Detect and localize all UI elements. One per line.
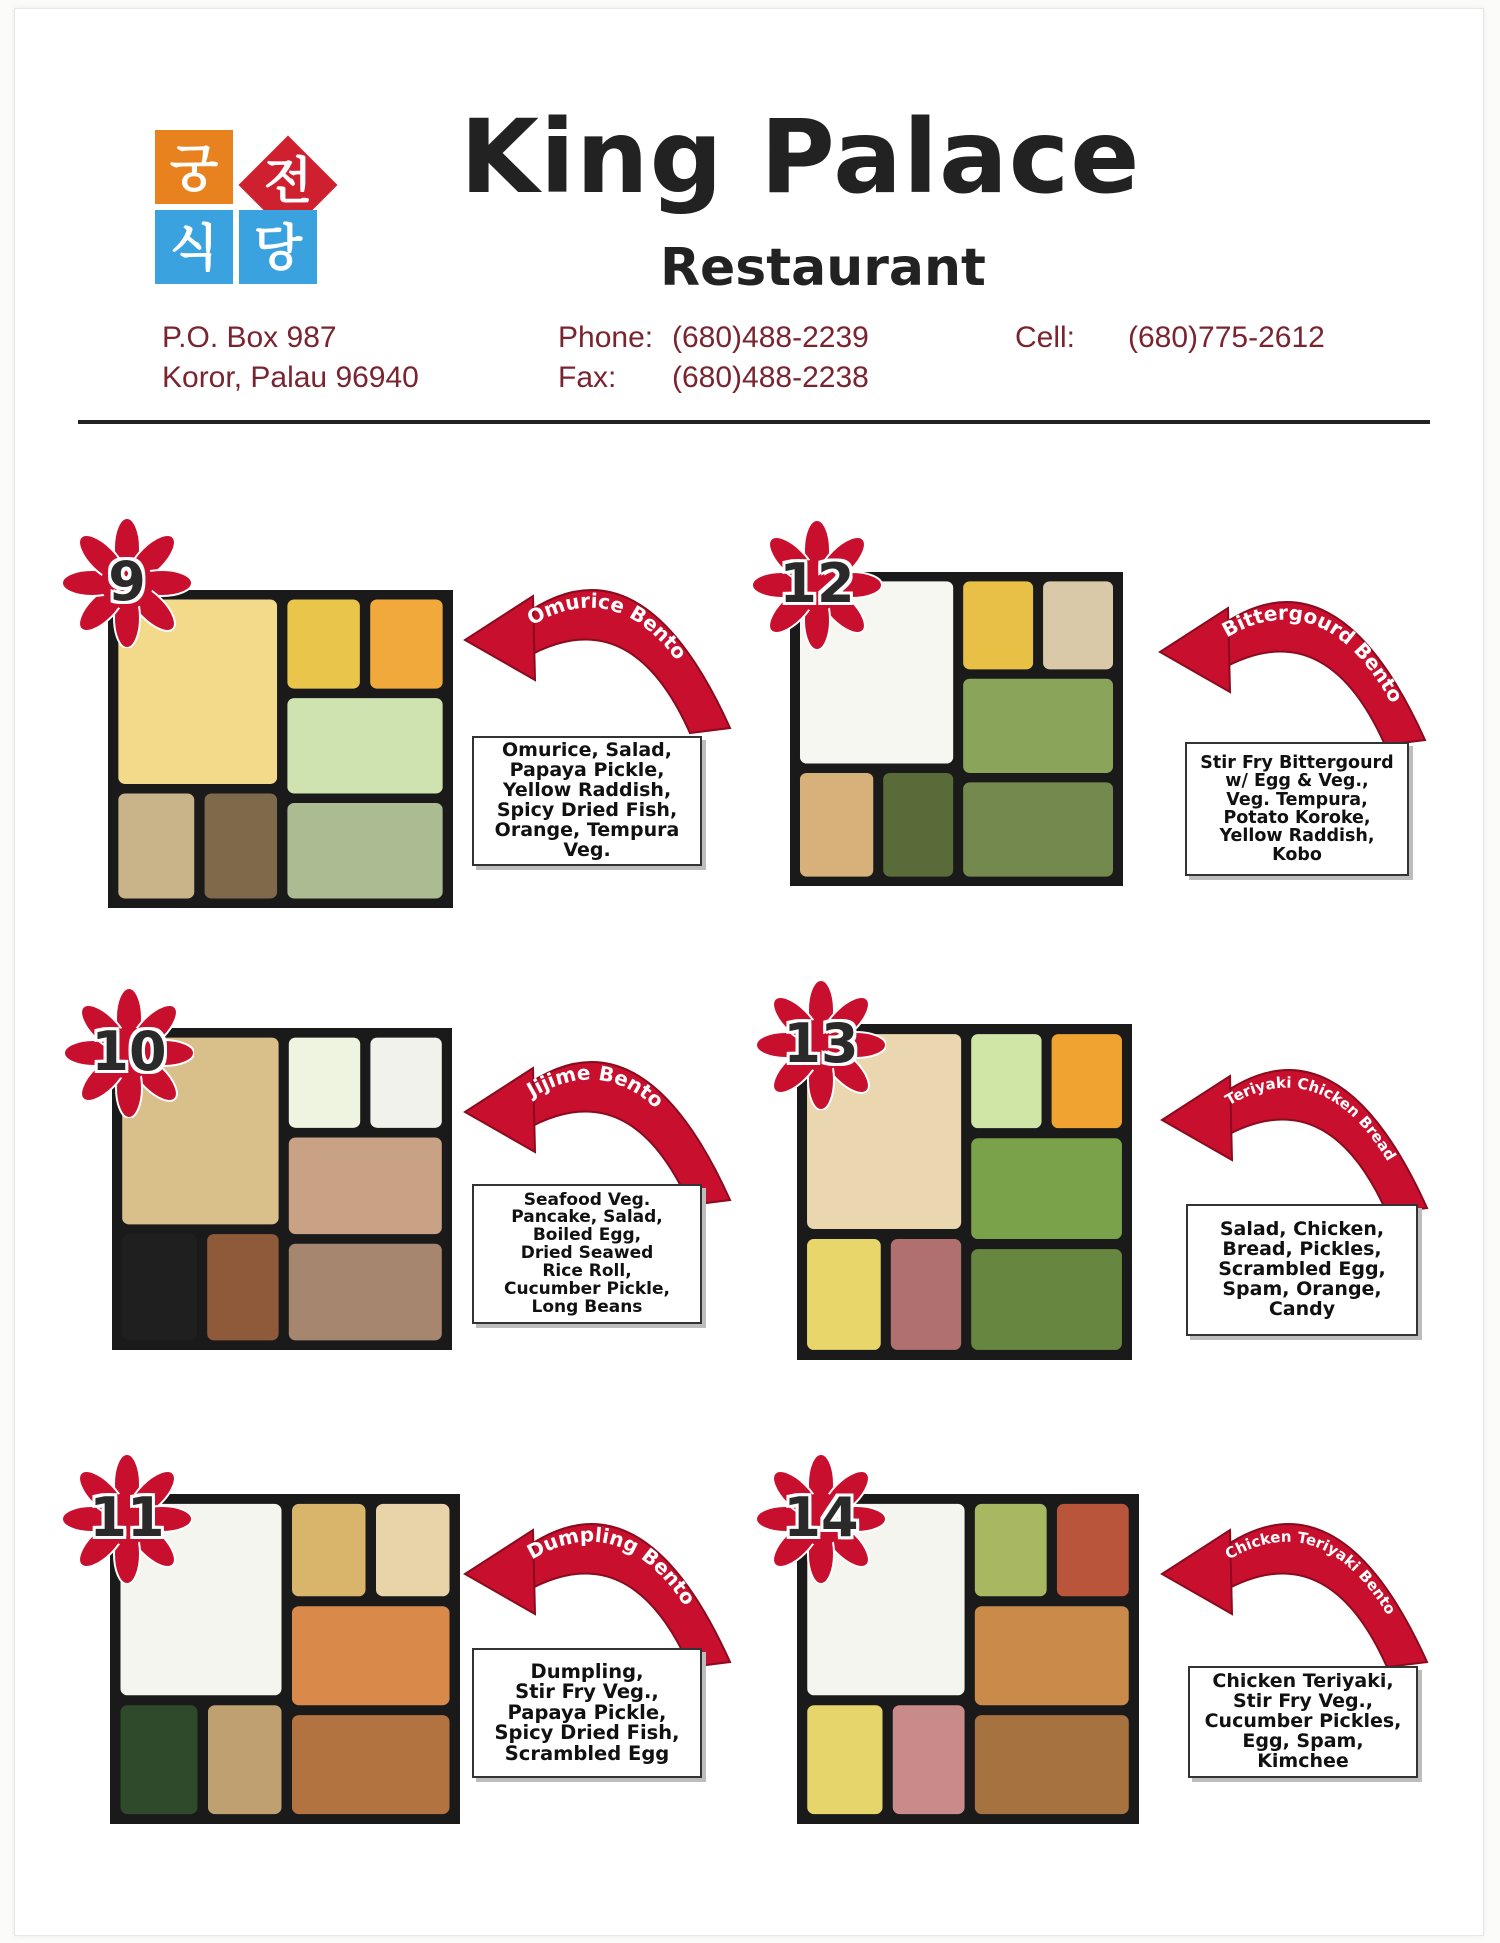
address-line-2: Koror, Palau 96940 (162, 361, 419, 394)
bento-name: Bittergourd Bento (1217, 600, 1409, 707)
description-line: Cucumber Pickle, (504, 1278, 670, 1299)
logo-char-3: 식 (169, 219, 219, 277)
description-line: Kobo (1272, 844, 1322, 865)
address-block (162, 318, 419, 398)
description-line: Yellow Raddish, (502, 779, 672, 802)
description-line: Chicken Teriyaki, (1212, 1670, 1394, 1693)
description-line: Potato Koroke, (1223, 808, 1371, 828)
description-line: Orange, Tempura Veg. (494, 818, 680, 861)
description-line: Yellow Raddish, (1219, 826, 1375, 847)
phone-labels (558, 318, 653, 398)
bento-name: Dumpling Bento (522, 1522, 701, 1610)
bento-number: 9 (108, 550, 146, 613)
cell-number: (680)775-2612 (1128, 321, 1325, 354)
description-line: Salad, Chicken, (1219, 1218, 1385, 1241)
bento-description (472, 1184, 702, 1324)
phone-label: Phone: (558, 321, 654, 354)
description-line: Bread, Pickles, (1222, 1238, 1382, 1261)
description-line: Egg, Spam, Kimchee (1242, 1729, 1364, 1772)
description-line: Stir Fry Bittergourd (1200, 752, 1394, 773)
bento-description (1186, 1204, 1418, 1336)
flower-number-badge (752, 520, 882, 650)
bento-name: Omurice Bento (522, 588, 692, 664)
description-line: Stir Fry Veg., (1233, 1690, 1373, 1713)
description-line: Spam, Orange, (1222, 1277, 1382, 1300)
restaurant-subtitle: Restaurant (660, 238, 986, 298)
description-line: Scrambled Egg (504, 1741, 670, 1765)
logo-char-1: 궁 (169, 140, 219, 198)
logo-char-2: 전 (263, 152, 313, 210)
bento-name: Teriyaki Chicken Bread (1221, 1073, 1400, 1164)
bento-description (472, 1648, 702, 1778)
description-line: Seafood Veg. (523, 1189, 651, 1210)
bento-description (472, 736, 702, 866)
curved-arrow-icon (1162, 1048, 1432, 1228)
description-line: Papaya Pickle, (509, 759, 665, 782)
curved-arrow-icon (465, 568, 735, 748)
description-line: Boiled Egg, (532, 1225, 642, 1246)
description-line: Papaya Pickle, (507, 1700, 667, 1724)
restaurant-title: King Palace (460, 98, 1141, 217)
description-line: Dumpling, (530, 1659, 644, 1683)
bento-number: 12 (779, 552, 855, 615)
bento-name: Chicken Teriyaki Bento (1222, 1527, 1400, 1618)
bento-number: 13 (783, 1012, 859, 1075)
description-line: Cucumber Pickles, (1204, 1710, 1402, 1733)
header-divider (78, 420, 1430, 424)
description-line: Pancake, Salad, (511, 1207, 663, 1228)
description-line: w/ Egg & Veg., (1225, 771, 1369, 792)
description-line: Spicy Dried Fish, (496, 799, 678, 821)
curved-arrow-icon (1160, 580, 1430, 760)
flower-number-badge (62, 1454, 192, 1584)
bento-description (1185, 742, 1409, 876)
curved-arrow-icon (1162, 1502, 1432, 1682)
bento-number: 14 (783, 1486, 859, 1549)
description-line: Candy (1268, 1297, 1336, 1320)
cell-label: Cell: (1015, 321, 1076, 354)
flower-number-badge (756, 1454, 886, 1584)
bento-name: Jijime Bento (522, 1060, 669, 1113)
description-line: Rice Roll, (542, 1260, 632, 1281)
description-line: Long Beans (531, 1296, 643, 1317)
description-line: Scrambled Egg, (1218, 1258, 1386, 1281)
description-line: Dried Seawed (520, 1243, 654, 1264)
phone-number: (680)488-2239 (672, 321, 869, 354)
description-line: Veg. Tempura, (1226, 789, 1368, 810)
address-line-1: P.O. Box 987 (162, 321, 337, 354)
flower-number-badge (62, 518, 192, 648)
bento-number: 11 (89, 1486, 165, 1549)
bento-description (1188, 1666, 1418, 1778)
description-line: Stir Fry Veg., (515, 1680, 659, 1704)
description-line: Spicy Dried Fish, (494, 1721, 680, 1745)
bento-number: 10 (91, 1020, 167, 1083)
flower-number-badge (756, 980, 886, 1110)
logo-char-4: 당 (253, 219, 303, 277)
description-line: Omurice, Salad, (502, 739, 672, 762)
restaurant-logo (153, 128, 353, 288)
fax-number: (680)488-2238 (672, 361, 869, 394)
flower-number-badge (64, 988, 194, 1118)
phone-values (672, 318, 869, 398)
fax-label: Fax: (558, 361, 617, 394)
